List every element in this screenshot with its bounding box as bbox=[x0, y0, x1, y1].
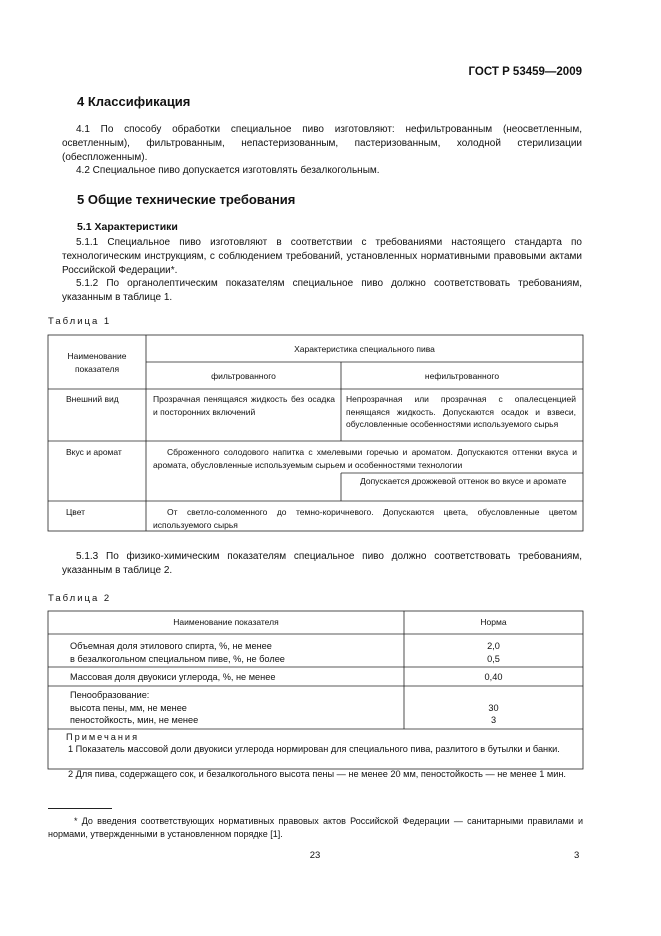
table-2-row-alcohol-label bbox=[70, 640, 400, 665]
table-1-row-color-common: От светло-соломенного до темно-коричневого. Допускаются цвета, обусловленные цветом используемого сырья bbox=[153, 507, 577, 530]
table-2-header-norm: Норма bbox=[480, 617, 507, 627]
section-5-heading: 5 Общие технические требования bbox=[77, 192, 296, 207]
document-id: ГОСТ Р 53459—2009 bbox=[468, 66, 582, 78]
table-2-row-alcohol-line-2: в безалкогольном специальном пиве, %, не более bbox=[70, 653, 285, 664]
paragraph-5-1-2-text: 5.1.2 По органолептическим показателям специальное пиво должно соответствовать требованиям, указанным в таблице 1. bbox=[62, 278, 582, 303]
table-2-row-foam-line-2: высота пены, мм, не менее bbox=[70, 702, 187, 713]
table-2-note-2: 2 Для пива, содержащего сок, и безалкогольного высота пены — не менее 20 мм, пеностойкость — не менее 1 мин. bbox=[68, 769, 566, 779]
paragraph-5-1-1-text: 5.1.1 Специальное пиво изготовляют в соответствии с требованиями настоящего стандарта по технологическим инструкциям, с соблюдением требований, установленных нормативными правовыми актами Российской Федерации*. bbox=[62, 237, 582, 276]
table-2-header-name: Наименование показателя bbox=[173, 617, 279, 627]
table-2-row-alcohol-values bbox=[404, 640, 583, 665]
table-2-row-foam-label bbox=[70, 689, 400, 727]
table-2-row-alcohol-line-1: Объемная доля этилового спирта, %, не менее bbox=[70, 641, 272, 651]
table-1-row-taste-unfiltered: Допускается дрожжевой оттенок во вкусе и аромате bbox=[360, 476, 567, 486]
table-1-row-color-name: Цвет bbox=[66, 507, 86, 517]
table-2-notes-title: Примечания bbox=[66, 732, 140, 742]
paragraph-4-2-text: 4.2 Специальное пиво допускается изготовлять безалкогольным. bbox=[76, 165, 380, 176]
table-2-row-foam-line-1: Пенообразование: bbox=[70, 690, 150, 700]
paragraph-5-1-3-text: 5.1.3 По физико-химическим показателям специальное пиво должно соответствовать требованиям, указанным в таблице 2. bbox=[62, 551, 582, 576]
section-4-heading: 4 Классификация bbox=[77, 94, 191, 109]
paragraph-4-1-text: 4.1 По способу обработки специальное пиво изготовляют: нефильтрованным (неосветленным, осветленным), фильтрованным, непастеризованным, пастеризованным, холодной стерилизации (обеспложенным). bbox=[62, 124, 582, 163]
table-2-row-foam-value-2: 30 bbox=[488, 702, 499, 713]
table-2-row-foam-value-3: 3 bbox=[490, 715, 497, 725]
table-1-row-taste-common: Сброженного солодового напитка с хмелевыми горечью и ароматом. Допускаются оттенки вкуса и аромата, обусловленные используемым сырьем и особенностями технологии bbox=[153, 447, 577, 470]
footnote bbox=[48, 815, 583, 841]
table-1-header-unfiltered: нефильтрованного bbox=[424, 371, 500, 381]
table-1-row-appearance-filtered: Прозрачная пенящаяся жидкость без осадка и посторонних включений bbox=[153, 394, 335, 417]
table-2-row-co2-value: 0,40 bbox=[484, 672, 503, 682]
table-2-caption: Таблица 2 bbox=[48, 593, 112, 604]
footnote-text: * До введения соответствующих нормативных правовых актов Российской Федерации — санитарными правилами и нормами, утвержденными в установленном порядке [1]. bbox=[48, 816, 583, 839]
footnote-separator bbox=[48, 808, 112, 809]
table-1-row-appearance-unfiltered: Непрозрачная или прозрачная с опалесценцией пенящаяся жидкость. Допускаются осадок и взвеси, обусловленные особенностями используемого сырья bbox=[346, 394, 576, 429]
table-1-header-name: Наименование показателя bbox=[67, 351, 127, 374]
table-1-header-characteristic: Характеристика специального пива bbox=[294, 344, 435, 354]
table-2-row-alcohol-value-2: 0,5 bbox=[487, 653, 500, 664]
table-2-note-1: 1 Показатель массовой доли двуокиси углерода нормирован для специального пива, разлитого в бутылки и банки. bbox=[68, 744, 560, 754]
table-2-row-foam-values bbox=[404, 689, 583, 727]
table-2-row-foam-line-3: пеностойкость, мин, не менее bbox=[70, 715, 199, 725]
table-1-caption: Таблица 1 bbox=[48, 316, 112, 327]
table-2-row-co2-label: Массовая доля двуокиси углерода, %, не менее bbox=[70, 672, 276, 682]
table-2-row-foam-value-1 bbox=[404, 689, 583, 702]
table-1-header-filtered: фильтрованного bbox=[211, 371, 276, 381]
page-number-right: 3 bbox=[574, 850, 580, 861]
subsection-5-1-heading: 5.1 Характеристики bbox=[77, 221, 178, 233]
table-2-row-alcohol-value-1: 2,0 bbox=[487, 641, 500, 651]
page-number-center: 23 bbox=[309, 850, 321, 861]
paragraph-5-1-3 bbox=[62, 550, 582, 578]
table-1-row-appearance-name: Внешний вид bbox=[66, 394, 119, 404]
table-1-row-taste-name: Вкус и аромат bbox=[66, 447, 122, 457]
